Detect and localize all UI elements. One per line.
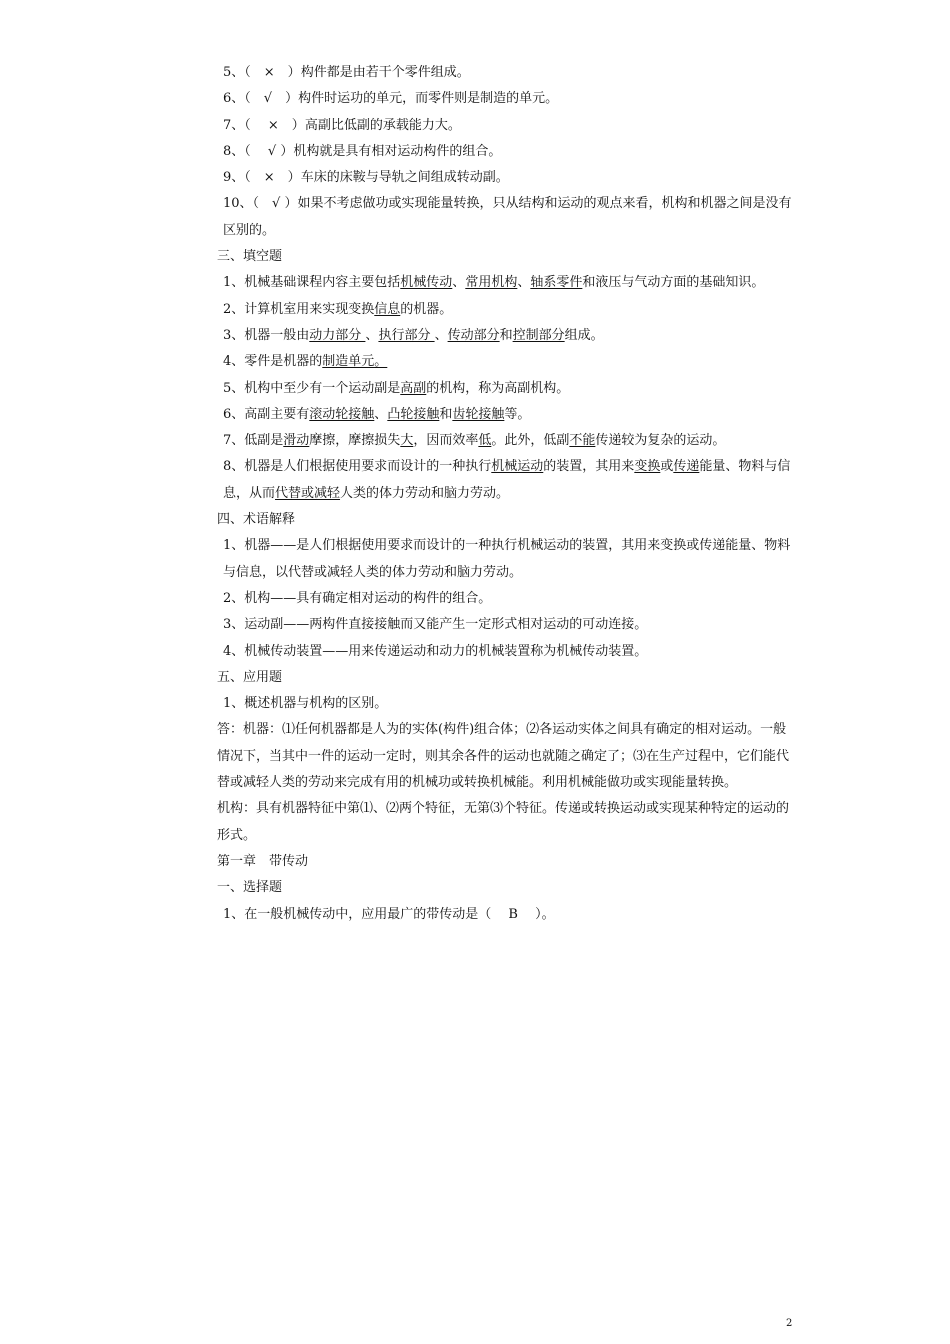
choice-item-1: 1、在一般机械传动中，应用最广的带传动是（ B ）。 — [223, 906, 555, 922]
judge-item-7: 7、（ × ）高副比低副的承载能力大。 — [223, 117, 461, 133]
fill-item-1: 1、机械基础课程内容主要包括机械传动、常用机构、轴系零件和液压与气动方面的基础知识。 — [223, 275, 765, 291]
section-heading-application: 五、应用题 — [217, 669, 283, 685]
fill-item-3: 3、机器一般由动力部分 、执行部分 、传动部分和控制部分组成。 — [223, 327, 604, 343]
fill-item-8: 8、机器是人们根据使用要求而设计的一种执行机械运动的装置，其用来变换或传递能量、物料与信息，从而代替或减轻人类的体力劳动和脑力劳动。 — [223, 459, 791, 501]
judge-item-9: 9、（ × ）车床的床鞍与导轨之间组成转动副。 — [223, 170, 509, 186]
fill-item-4: 4、零件是机器的制造单元。 — [223, 354, 388, 370]
section-heading-terms: 四、术语解释 — [217, 512, 296, 528]
fill-item-2: 2、计算机室用来实现变换信息的机器。 — [223, 301, 453, 317]
section-heading-fill: 三、填空题 — [217, 249, 283, 265]
judge-item-6: 6、（ √ ）构件时运功的单元，而零件则是制造的单元。 — [223, 91, 559, 107]
term-item-3: 3、运动副——两构件直接接触而又能产生一定形式相对运动的可动连接。 — [223, 617, 648, 633]
page-content — [217, 60, 797, 928]
judge-item-5: 5、（ × ）构件都是由若干个零件组成。 — [223, 65, 470, 80]
page-number: 2 — [786, 1318, 793, 1329]
section-heading-choice: 一、选择题 — [217, 880, 283, 896]
chapter-heading: 第一章 带传动 — [217, 853, 309, 869]
term-item-4: 4、机械传动装置——用来传递运动和动力的机械装置称为机械传动装置。 — [223, 643, 648, 659]
application-answer-mechanism: 机构：具有机器特征中第⑴、⑵两个特征，无第⑶个特征。传递或转换运动或实现某种特定的运动的形式。 — [217, 801, 790, 843]
judge-item-8: 8、（ √ ）机构就是具有相对运动构件的组合。 — [223, 143, 502, 159]
judge-item-10: 10、（ √ ）如果不考虑做功或实现能量转换，只从结构和运动的观点来看，机构和机器之间是没有区别的。 — [223, 196, 792, 238]
term-item-1: 1、机器——是人们根据使用要求而设计的一种执行机械运动的装置，其用来变换或传递能量、物料与信息，以代替或减轻人类的体力劳动和脑力劳动。 — [223, 538, 791, 580]
term-item-2: 2、机构——具有确定相对运动的构件的组合。 — [223, 590, 492, 606]
application-question-1: 1、概述机器与机构的区别。 — [223, 696, 388, 712]
application-answer-machine: 答：机器：⑴任何机器都是人为的实体(构件)组合体；⑵各运动实体之间具有确定的相对运动。一般情况下，当其中一件的运动一定时，则其余各件的运动也就随之确定了；⑶在生产过程中，它们能代替或减轻人类的劳动来完成有用的机械功或转换机械能。利用机械能做功或实现能量转换。 — [217, 722, 790, 791]
fill-item-7: 7、低副是滑动摩擦，摩擦损失大，因而效率低。此外，低副不能传递较为复杂的运动。 — [223, 433, 726, 449]
fill-item-5: 5、机构中至少有一个运动副是高副的机构，称为高副机构。 — [223, 380, 570, 396]
fill-item-6: 6、高副主要有滚动轮接触、凸轮接触和齿轮接触等。 — [223, 406, 531, 422]
